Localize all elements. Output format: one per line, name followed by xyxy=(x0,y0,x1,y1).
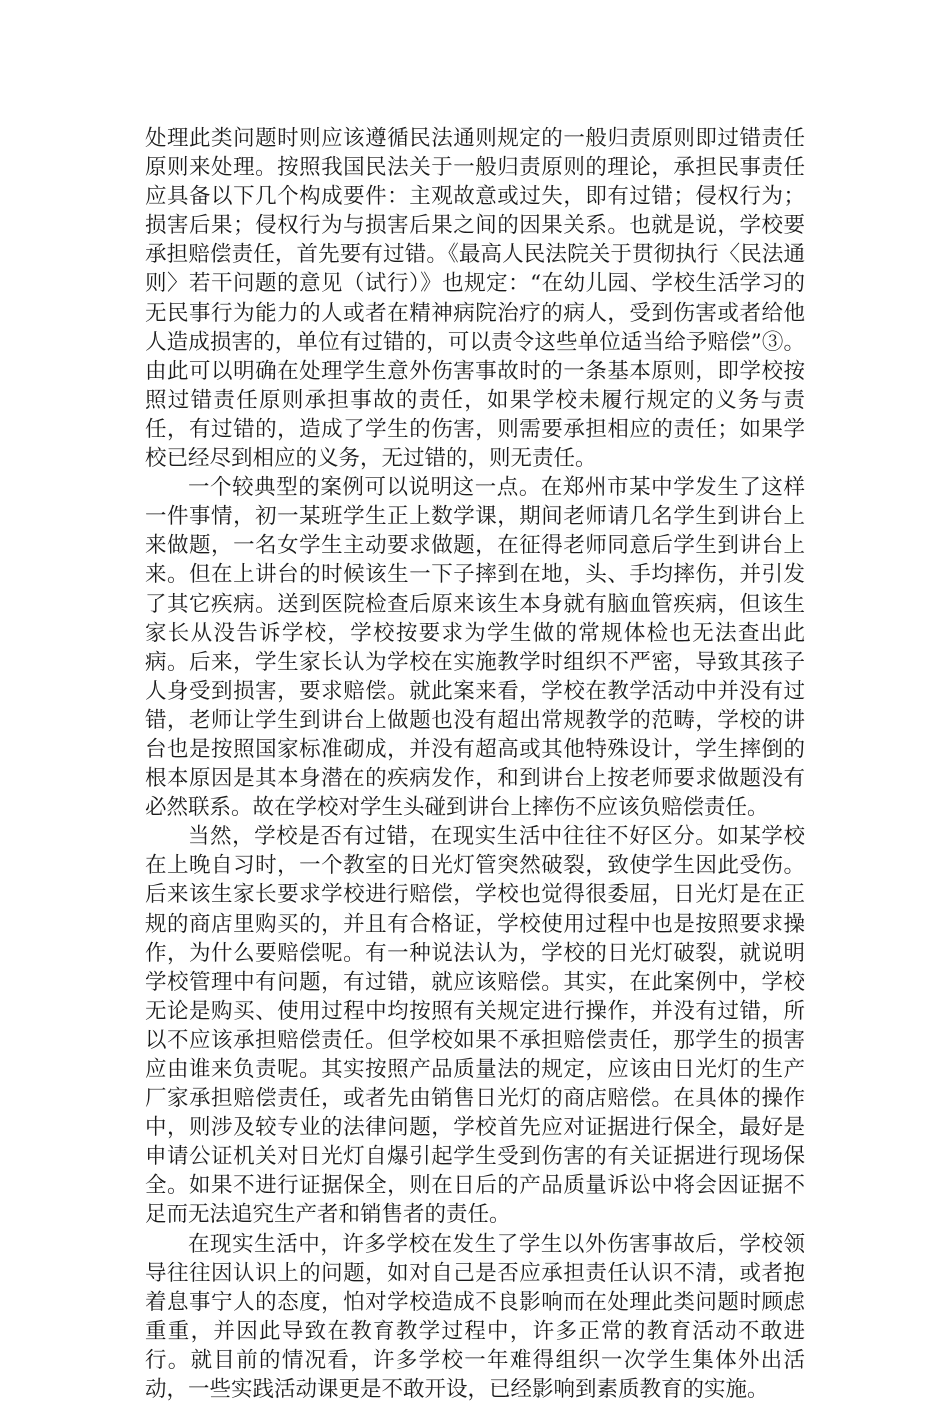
paragraph-2: 一个较典型的案例可以说明这一点。在郑州市某中学发生了这样一件事情，初一某班学生正上数学课，期间老师请几名学生到讲台上来做题，一名女学生主动要求做题，在征得老师同意后学生到讲台上来。但在上讲台的时候该生一下子摔到在地，头、手均摔伤，并引发了其它疾病。送到医院检查后原来该生本身就有脑血管疾病，但该生家长从没告诉学校，学校按要求为学生做的常规体检也无法查出此病。后来，学生家长认为学校在实施教学时组织不严密，导致其孩子人身受到损害，要求赔偿。就此案来看，学校在教学活动中并没有过错，老师让学生到讲台上做题也没有超出常规教学的范畴，学校的讲台也是按照国家标准砌成，并没有超高或其他特殊设计，学生摔倒的根本原因是其本身潜在的疾病发作，和到讲台上按老师要求做题没有必然联系。故在学校对学生头碰到讲台上摔伤不应该负赔偿责任。 xyxy=(145,475,805,821)
paragraph-3: 当然，学校是否有过错，在现实生活中往往不好区分。如某学校在上晚自习时，一个教室的日光灯管突然破裂，致使学生因此受伤。后来该生家长要求学校进行赔偿，学校也觉得很委屈，日光灯是在正规的商店里购买的，并且有合格证，学校使用过程中也是按照要求操作，为什么要赔偿呢。有一种说法认为，学校的日光灯破裂，就说明学校管理中有问题，有过错，就应该赔偿。其实，在此案例中，学校无论是购买、使用过程中均按照有关规定进行操作，并没有过错，所以不应该承担赔偿责任。但学校如果不承担赔偿责任，那学生的损害应由谁来负责呢。其实按照产品质量法的规定，应该由日光灯的生产厂家承担赔偿责任，或者先由销售日光灯的商店赔偿。在具体的操作中，则涉及较专业的法律问题，学校首先应对证据进行保全，最好是申请公证机关对日光灯自爆引起学生受到伤害的有关证据进行现场保全。如果不进行证据保全，则在日后的产品质量诉讼中将会因证据不足而无法追究生产者和销售者的责任。 xyxy=(145,824,805,1228)
paragraph-4: 在现实生活中，许多学校在发生了学生以外伤害事故后，学校领导往往因认识上的问题，如对自己是否应承担责任认识不清，或者抱着息事宁人的态度，怕对学校造成不良影响而在处理此类问题时顾虑重重，并因此导致在教育教学过程中，许多正常的教育活动不敢进行。就目前的情况看，许多学校一年难得组织一次学生集体外出活动，一些实践活动课更是不敢开设，已经影响到素质教育的实施。 xyxy=(145,1231,805,1403)
document-page xyxy=(145,124,805,1404)
paragraph-1: 处理此类问题时则应该遵循民法通则规定的一般归责原则即过错责任原则来处理。按照我国民法关于一般归责原则的理论，承担民事责任应具备以下几个构成要件：主观故意或过失，即有过错；侵权行为；损害后果；侵权行为与损害后果之间的因果关系。也就是说，学校要承担赔偿责任，首先要有过错。《最高人民法院关于贯彻执行〈民法通则〉若干问题的意见（试行）》也规定：“在幼儿园、学校生活学习的无民事行为能力的人或者在精神病院治疗的病人，受到伤害或者给他人造成损害的，单位有过错的，可以责令这些单位适当给予赔偿”③。由此可以明确在处理学生意外伤害事故时的一条基本原则，即学校按照过错责任原则承担事故的责任，如果学校未履行规定的义务与责任，有过错的，造成了学生的伤害，则需要承担相应的责任；如果学校已经尽到相应的义务，无过错的，则无责任。 xyxy=(145,126,805,472)
